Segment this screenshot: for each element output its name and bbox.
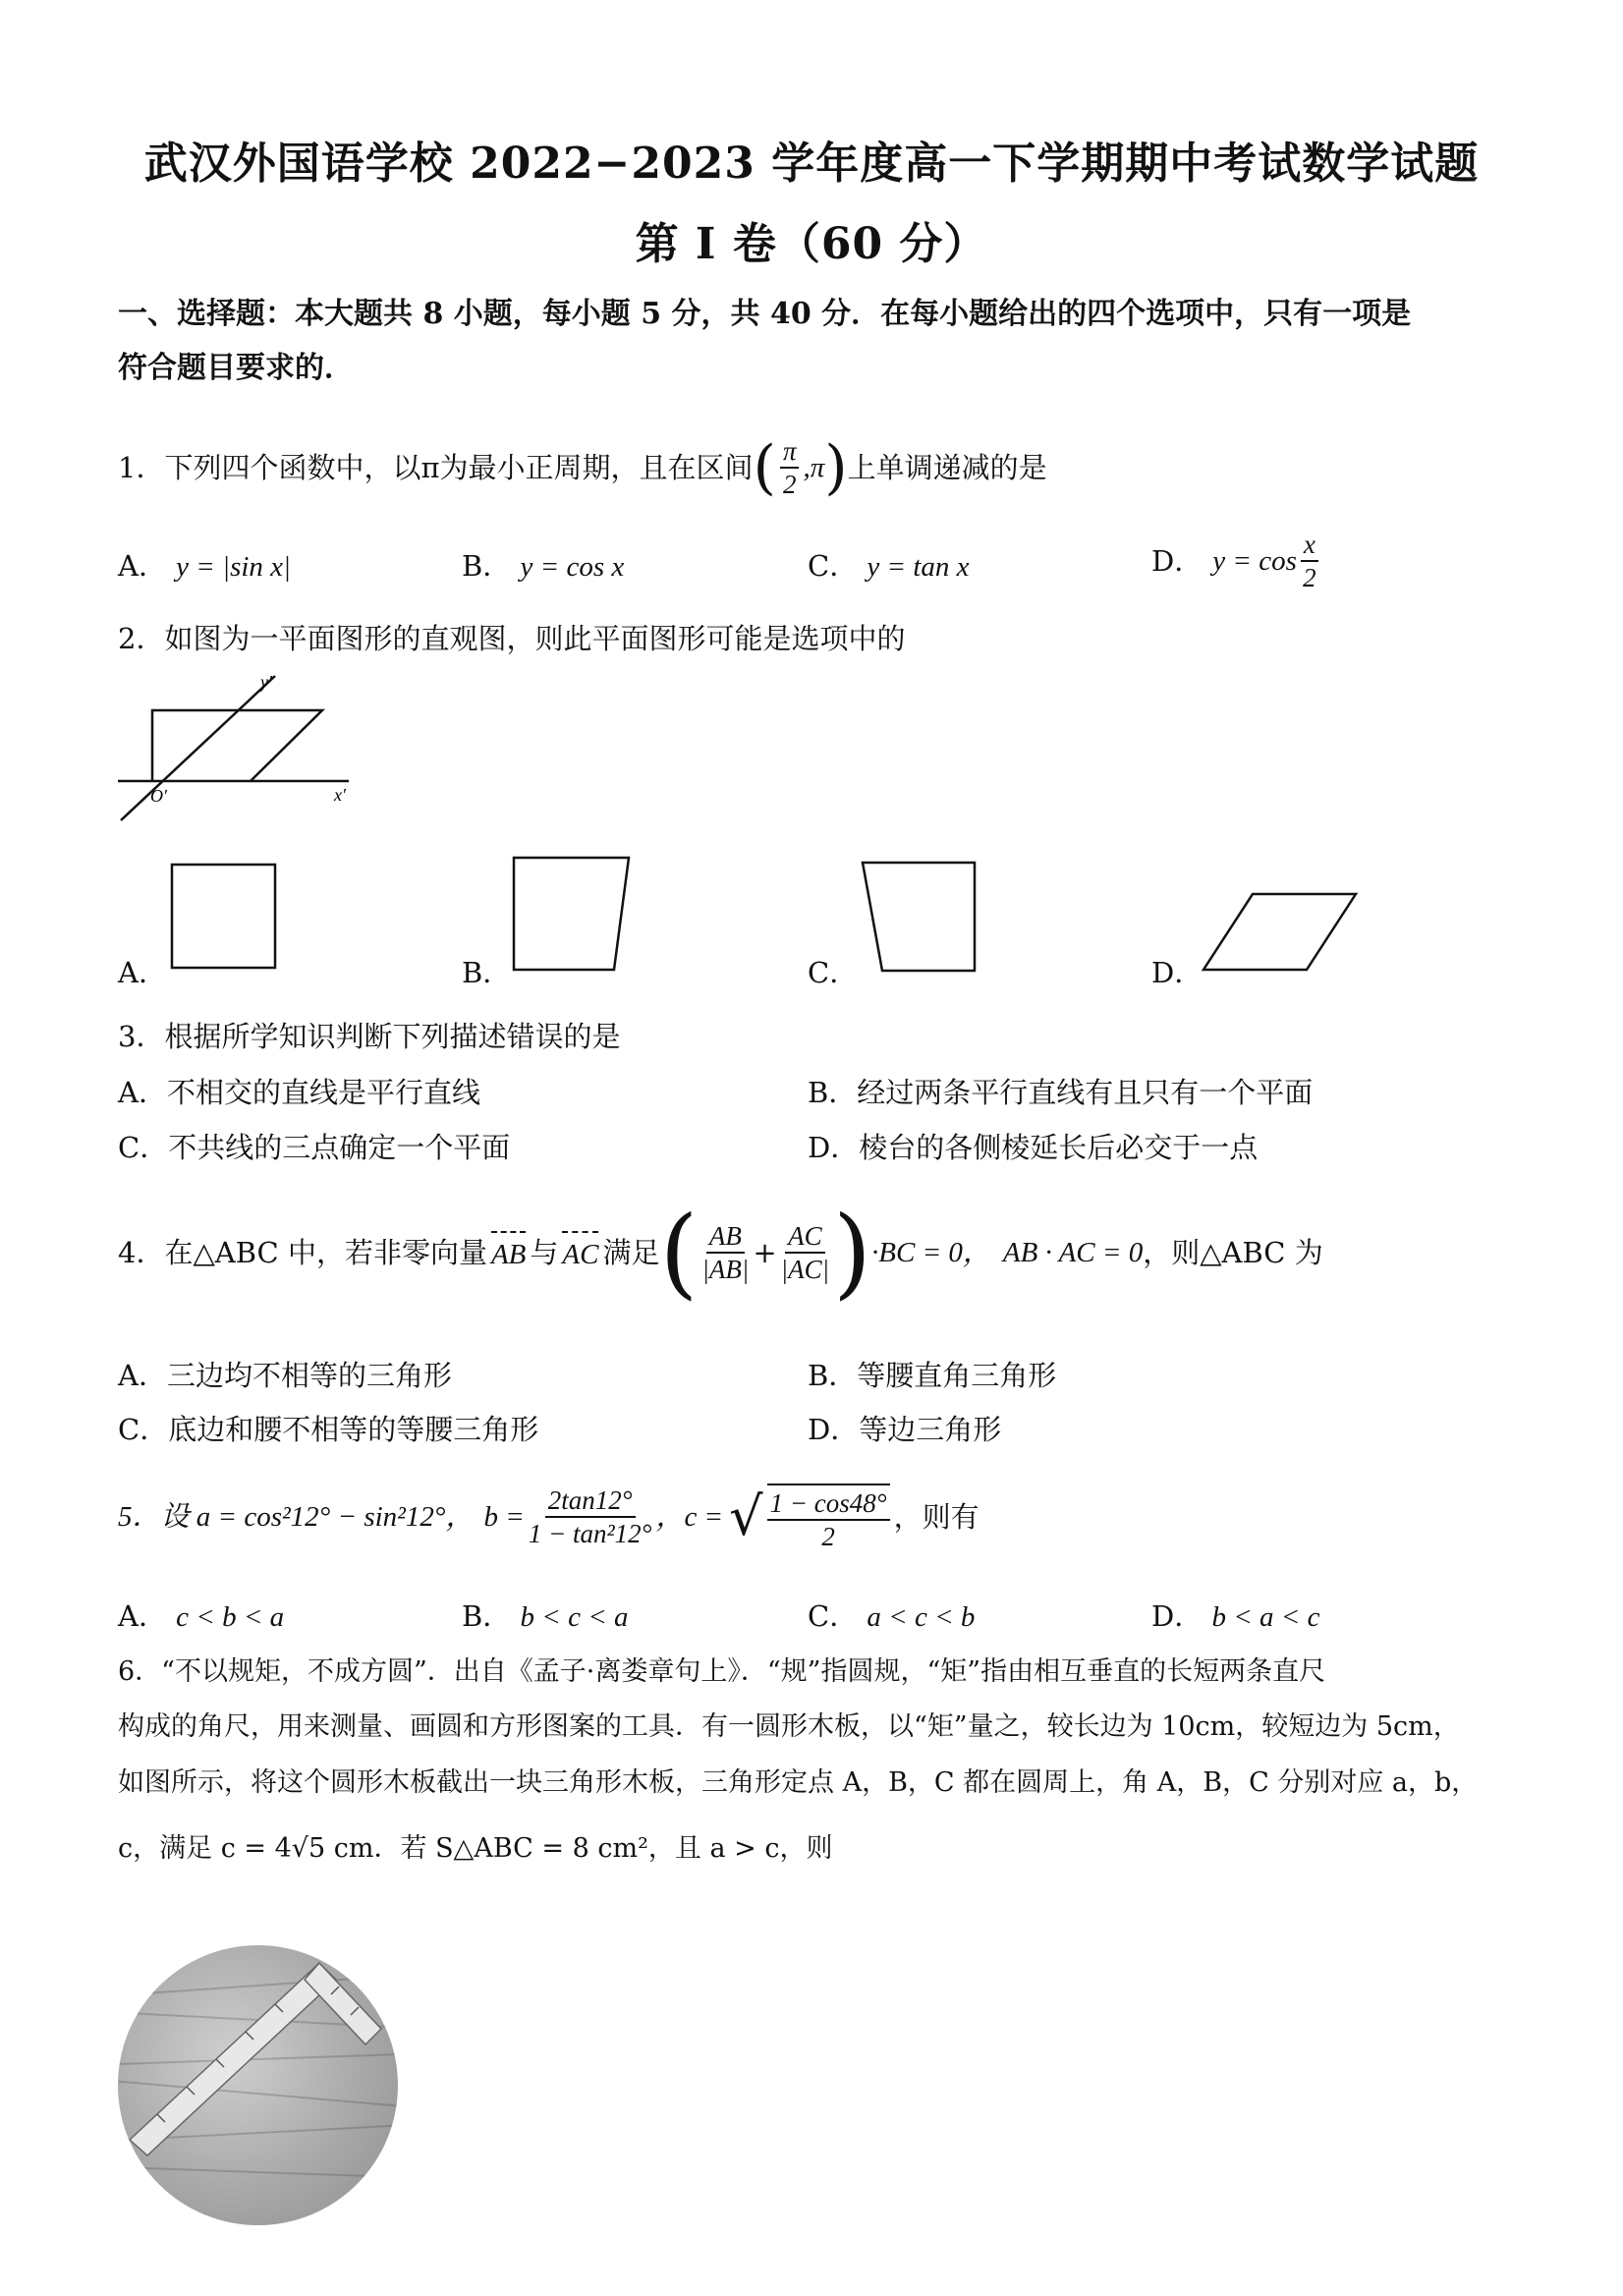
section-instructions-line1: 一、选择题：本大题共 8 小题，每小题 5 分，共 40 分．在每小题给出的四个选项中，只有一项是 (118, 297, 1412, 331)
wooden-board-photo (118, 1945, 398, 2225)
q4-mid1: 与 (530, 1236, 559, 1269)
q1-stem-before: 1．下列四个函数中，以π为最小正周期，且在区间 (118, 451, 754, 485)
q3-option-b[interactable]: B．经过两条平行直线有且只有一个平面 (808, 1076, 1314, 1109)
option-text: c < b < a (176, 1601, 285, 1633)
right-paren: ) (833, 1195, 872, 1310)
frac-den: |AB| (701, 1255, 750, 1284)
option-text: y = tan x (867, 551, 970, 583)
question-6-line2: 构成的角尺，用来测量、画圆和方形图案的工具．有一圆形木板，以“矩”量之，较长边为 10cm，较短边为 5cm， (118, 1711, 1460, 1742)
q5-stem-after: ，则有 (893, 1500, 979, 1535)
q4-stem-before: 4．在△ABC 中，若非零向量 (118, 1236, 487, 1269)
q4-frac-ab (702, 1222, 750, 1284)
frac-num: x (1301, 531, 1318, 562)
q3-option-a[interactable]: A．不相交的直线是平行直线 (118, 1076, 480, 1109)
q4-condition-2: AB · AC = 0 (1002, 1237, 1144, 1268)
y-axis (121, 676, 275, 820)
q5-option-c[interactable] (808, 1596, 975, 1637)
option-label: C． (808, 549, 859, 583)
q2-option-c-trapezoid (855, 855, 982, 978)
option-text: b < a < c (1211, 1601, 1320, 1633)
frac-num: AB (706, 1222, 745, 1254)
q5-def-a: 5．设 a = cos²12° − sin²12°， (118, 1501, 475, 1534)
q1-option-b[interactable] (462, 546, 624, 587)
q2-option-c-label[interactable]: C． (808, 956, 859, 989)
q2-option-d-parallelogram (1199, 889, 1361, 978)
q4-mid2: 满足 (602, 1236, 660, 1269)
carpenter-square-icon (118, 1945, 398, 2225)
option-text: y = cos (1212, 545, 1297, 578)
q5-c-fraction (767, 1484, 890, 1551)
right-paren: ) (824, 433, 848, 503)
option-label: B． (462, 549, 512, 583)
q4-frac-ac (781, 1222, 829, 1284)
x-axis-label: x′ (334, 785, 346, 805)
q5-b-fraction (529, 1486, 652, 1548)
q5-option-a[interactable] (118, 1596, 284, 1637)
q1-option-d[interactable] (1151, 531, 1322, 592)
question-6-line4: c，满足 c = 4√5 cm．若 S△ABC = 8 cm²，且 a > c，则 (118, 1833, 833, 1864)
question-4-stem (118, 1195, 1323, 1310)
section-instructions-line2: 符合题目要求的． (118, 351, 354, 385)
q5-b-left: b = (483, 1501, 525, 1534)
q1-interval-right: ,π (803, 452, 825, 484)
q4-option-c[interactable]: C．底边和腰不相等的等腰三角形 (118, 1413, 539, 1446)
frac-num: 1 − cos48° (767, 1489, 890, 1521)
oblique-view-diagram (113, 668, 359, 825)
q4-stem-after: ，则△ABC 为 (1143, 1236, 1323, 1269)
option-label: A． (118, 1599, 167, 1633)
option-label: B． (462, 1599, 512, 1633)
q4-option-d[interactable]: D．等边三角形 (808, 1413, 1002, 1446)
q2-option-b-label[interactable]: B． (462, 956, 512, 989)
option-text: b < c < a (520, 1601, 629, 1633)
option-text: y = |sin x| (176, 551, 292, 583)
q1-interval-den: 2 (782, 470, 797, 500)
frac-num: 2tan12° (545, 1486, 636, 1518)
q3-option-c[interactable]: C．不共线的三点确定一个平面 (118, 1131, 511, 1164)
frac-num: AC (785, 1222, 825, 1254)
page-subtitle: 第 I 卷（60 分） (635, 219, 988, 269)
frac-den: 1 − tan²12° (528, 1519, 652, 1549)
q1-interval-fraction (780, 437, 800, 499)
left-paren: ( (659, 1195, 699, 1310)
option-label: C． (808, 1599, 859, 1633)
question-5-stem (118, 1484, 979, 1551)
question-6-line3: 如图所示，将这个圆形木板截出一块三角形木板，三角形定点 A，B，C 都在圆周上，角 A，B，C 分别对应 a，b， (118, 1767, 1479, 1798)
option-text: a < c < b (867, 1601, 976, 1633)
sqrt-icon: √ (729, 1485, 763, 1548)
q2-option-b-trapezoid (506, 850, 634, 978)
plus-sign: + (753, 1236, 777, 1269)
page-title: 武汉外国语学校 2022−2023 学年度高一下学期期中考试数学试题 (143, 139, 1480, 189)
option-label: D． (1151, 544, 1203, 579)
option-text: y = cos x (520, 551, 625, 583)
q5-c-left: ，c = (655, 1501, 724, 1534)
q4-vector-ab: AB (491, 1231, 526, 1274)
frac-den: |AC| (780, 1255, 830, 1284)
q2-option-a-label[interactable]: A． (118, 956, 167, 989)
q1-d-fraction (1301, 531, 1318, 592)
left-paren: ( (753, 433, 776, 503)
q4-option-b[interactable]: B．等腰直角三角形 (808, 1359, 1057, 1392)
question-6-line1: 6．“不以规矩，不成方圆”．出自《孟子·离娄章句上》．“规”指圆规，“矩”指由相互垂直的长短两条直尺 (118, 1656, 1326, 1687)
question-3-stem: 3．根据所学知识判断下列描述错误的是 (118, 1020, 621, 1053)
oblique-figure (152, 710, 322, 781)
q4-vector-ac: AC (562, 1231, 598, 1274)
q4-option-a[interactable]: A．三边均不相等的三角形 (118, 1359, 452, 1392)
q5-option-d[interactable] (1151, 1596, 1320, 1637)
q1-stem-after: 上单调递减的是 (847, 451, 1047, 485)
q1-option-a[interactable] (118, 546, 291, 587)
q4-condition-1: ·BC = 0， (871, 1237, 991, 1268)
y-axis-label: y′ (260, 672, 272, 692)
origin-label: O′ (150, 786, 167, 806)
option-label: D． (1151, 1599, 1203, 1633)
q5-option-b[interactable] (462, 1596, 629, 1637)
frac-den: 2 (1303, 563, 1316, 593)
option-label: A． (118, 549, 167, 583)
q2-option-d-label[interactable]: D． (1151, 956, 1203, 989)
frac-den: 2 (821, 1522, 835, 1552)
question-2-stem: 2．如图为一平面图形的直观图，则此平面图形可能是选项中的 (118, 622, 906, 655)
q1-interval-num: π (780, 437, 800, 469)
q2-option-a-square (167, 860, 285, 978)
q3-option-d[interactable]: D．棱台的各侧棱延长后必交于一点 (808, 1131, 1259, 1164)
question-1-stem (118, 433, 1047, 503)
q1-option-c[interactable] (808, 546, 970, 587)
